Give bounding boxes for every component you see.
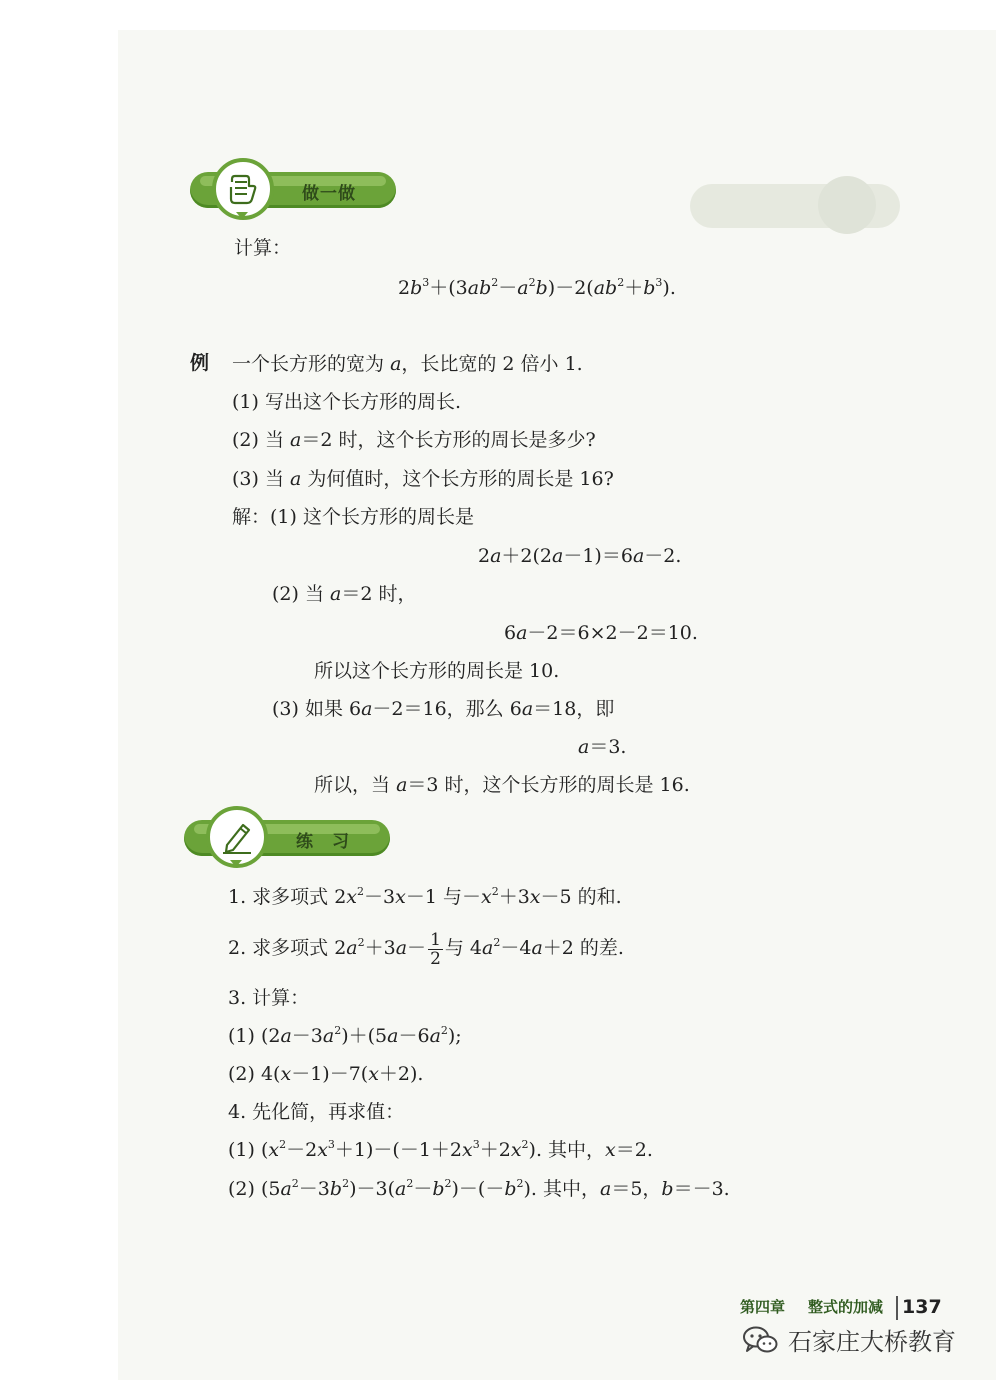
exercise-banner-label: 练 习: [296, 832, 350, 852]
example-tag: 例: [190, 352, 210, 374]
solution-conclusion2: 所以这个长方形的周长是 10.: [314, 660, 560, 682]
example-q2: (2) 当 a＝2 时，这个长方形的周长是多少?: [232, 429, 596, 451]
page-number: 137: [902, 1296, 942, 1318]
activity-prompt: 计算：: [234, 237, 292, 259]
pencil-icon: [206, 806, 268, 868]
exercise-3-2: (2) 4(x－1)－7(x＋2).: [228, 1063, 424, 1085]
exercise-3-1: (1) $(2a-3a^2)+(5a-6a^2)$;: [228, 1024, 462, 1047]
activity-expression: $2b^3+(3ab^2-a^2b)-2(ab^2+b^3)$.: [398, 276, 676, 299]
footer-divider: [896, 1296, 898, 1320]
footer-title: 整式的加减: [808, 1298, 884, 1316]
exercise-2: 2. 求多项式 $2a^2+3a-$ $\frac{1}{2}$ 与 $4a^2-4a+2$ 的差.: [228, 929, 624, 969]
exercise-banner: [184, 806, 394, 872]
exercise-3: 3. 计算：: [228, 987, 310, 1009]
example-stem: 一个长方形的宽为 a，长比宽的 2 倍小 1.: [232, 353, 583, 375]
solution-eq2: 6a－2＝6×2－2＝10.: [504, 622, 698, 644]
exercise-4: 4. 先化简，再求值：: [228, 1101, 405, 1123]
wechat-icon: [742, 1325, 778, 1355]
hand-icon: [212, 158, 274, 220]
footer-chapter: 第四章: [740, 1298, 786, 1316]
watermark: [742, 1322, 956, 1357]
exercise-1: 1. 求多项式 $2x^2-3x-1$ 与$-x^2+3x-5$ 的和.: [228, 885, 622, 908]
activity-banner: [190, 158, 400, 224]
solution-eq1: 2a＋2(2a－1)＝6a－2.: [478, 545, 682, 567]
exercise-4-2: (2) $(5a^2-3b^2)-3(a^2-b^2)-(-b^2)$. 其中，a＝5，b＝－3.: [228, 1177, 730, 1200]
fraction-one-half: $\frac{1}{2}$: [430, 929, 441, 969]
solution-conclusion3: 所以，当 a＝3 时，这个长方形的周长是 16.: [314, 774, 690, 796]
solution-eq3: a＝3.: [578, 736, 627, 758]
watermark-text: 石家庄大桥教育: [788, 1328, 956, 1356]
example-q3: (3) 当 a 为何值时，这个长方形的周长是 16?: [232, 468, 614, 490]
exercise-4-1: (1) $(x^2-2x^3+1)-(-1+2x^3+2x^2)$. 其中，x＝2.: [228, 1138, 653, 1161]
bleed-through-circle: [818, 176, 876, 234]
solution-part3: (3) 如果 6a－2＝16，那么 6a＝18，即: [272, 698, 615, 720]
solution-part2: (2) 当 a＝2 时，: [272, 583, 417, 605]
solution-part1: 解：(1) 这个长方形的周长是: [232, 506, 474, 528]
example-q1: (1) 写出这个长方形的周长.: [232, 391, 461, 413]
activity-banner-label: 做一做: [302, 184, 356, 204]
